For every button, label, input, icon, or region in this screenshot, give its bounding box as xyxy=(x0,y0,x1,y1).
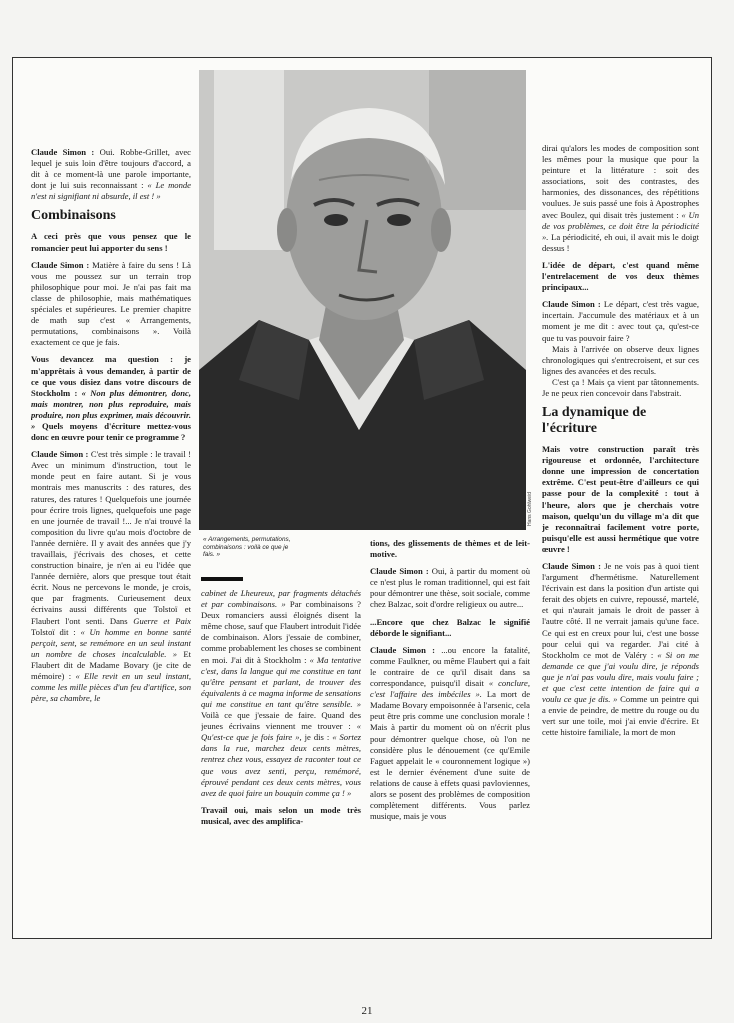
quote-text: « Ma tentative c'est, dans la langue qui me constitue en tant qu'être pensant et parlant, de trouver des équivalents à ce magma informe de sensations qui me constitue en tant qu'être sensible. » xyxy=(201,654,361,709)
speaker-label: Claude Simon : xyxy=(31,449,89,460)
question-paragraph xyxy=(31,231,191,253)
quote-text: « Qu'est-ce que je fois faire » xyxy=(201,721,361,743)
section-heading-combinaisons: Combinaisons xyxy=(31,208,116,224)
answer-paragraph xyxy=(31,449,191,704)
column-4 xyxy=(542,143,699,932)
question-text: Travail oui, mais selon un mode très musical, avec des amplifica- xyxy=(201,804,361,826)
answer-text: Oui. Robbe-Grillet, avec lequel je suis loin d'être toujours d'accord, a dit à ce moment-là une parole importante, dont je lui suis reconnaissant : xyxy=(31,147,191,191)
speaker-label: Claude Simon : xyxy=(542,299,601,310)
speaker-label: Claude Simon : xyxy=(370,566,429,577)
work-title: Guerre et Paix xyxy=(133,615,191,626)
answer-paragraph xyxy=(542,561,699,739)
quote-text: « Sortez dans la rue, marchez deux cents mètres, rentrez chez vous, essayez de raconter tout ce que vous avez senti, perçu, remémoré, éprouvé pendant ces deux cents mètres, vous avez de quoi faire un bouquin comme ça ! » xyxy=(201,732,361,798)
answer-text: Par combinaisons ? Deux romanciers aussi éloignés disent la même chose, sauf que Flaubert introduit l'idée de combinaison. Alors j'essaie de combiner, comme probablement les choses se combinent en moi. J'ai dit à Stockholm : xyxy=(201,599,361,665)
answer-text: Je ne vois pas à quoi tient l'argument d'hermétisme. Naturellement l'écrivain est dans la position d'un artiste qui ferait des objets en cuivre, repoussé, martelé, et qui n'aurait jamais le droit de passer à l'autre côté. Il ne verrait jamais qu'une face. Ce qui est en creux pour lui, c'est une bosse pour celui qui va regarder. J'ai cité à Stockholm ce mot de Valéry : xyxy=(542,561,699,660)
question-paragraph xyxy=(201,805,361,827)
question-paragraph xyxy=(370,538,530,560)
portrait-illustration xyxy=(199,70,526,530)
answer-paragraph xyxy=(201,588,361,799)
caption-rule xyxy=(201,577,243,581)
answer-paragraph xyxy=(370,645,530,823)
answer-paragraph: Mais à l'arrivée on observe deux lignes chronologiques qui s'entrecroisent, et sur ces lignes des avancées et des reculs. xyxy=(542,343,699,376)
answer-text: La mort de Madame Bovary empoisonnée à l'arsenic, cela peut être pris comme une conclusion morale ! Mais à partir du moment où on n'écrit plus pour démontrer quelque chose, où l'on ne considère plus le dénouement (ce qu'Emile Faguet appelait le « couronnement logique ») est le dernier événement d'une suite de relations de cause à effets quasi pavloviennes, alors se posent des problèmes de composition complètement différents. Vous parlez musique, mais je vous xyxy=(370,689,530,822)
question-text: ...Encore que chez Balzac le signifié déborde le signifiant... xyxy=(370,616,530,638)
question-text: A ceci près que vous pensez que le romancier peut lui apporter du sens ! xyxy=(31,231,191,253)
quote-text: « Le monde n'est ni signifiant ni absurde, il est ! » xyxy=(31,180,191,202)
column-3 xyxy=(370,538,530,932)
answer-text: ...ou encore la fatalité, comme Faulkner, ou même Flaubert qui a fait le contraire de ce qu'il disait dans sa correspondance, puisqu'il disait xyxy=(370,644,530,689)
quote-text: « Un homme en bonne santé perçoit, sent, se remémore en un seul instant un nombre de choses incalculable. » xyxy=(31,626,191,659)
quote-text: « Un de vos problèmes, ce doit être la périodicité ». xyxy=(542,209,699,242)
answer-text: Matière à faire du sens ! Là vous me poussez sur un terrain trop philosophique pour moi. Je n'ai pas fait ma classe de philosophie, mais mathématiques spéciales et supérieures. Le premier chapitre de math sup c'est « Arrangements, permutations, combinaisons ». Voilà exactement ce que je fais. xyxy=(31,259,191,348)
answer-text: Le départ, c'est très vague, incertain. J'accumule des matériaux et à un moment je me dit : avec tout ça, qu'est-ce que tu vas pouvoir faire ? xyxy=(542,299,699,343)
speaker-label: Claude Simon : xyxy=(31,259,90,270)
question-text: Vous devancez ma question : je m'apprêtais à vous demander, à partir de ce que vous disiez dans votre discours de Stockholm : xyxy=(31,354,191,398)
answer-text: Oui, à partir du moment où ce n'est plus le roman traditionnel, qui est fait pour démontrer une thèse, soit sociale, comme chez Balzac, soit d'ordre religieux ou autre... xyxy=(370,566,530,610)
answer-text: Voilà ce que j'essaie de faire. Quand des jeunes écrivains viennent me trouver : xyxy=(201,710,361,732)
answer-paragraph xyxy=(542,299,699,343)
section-heading-dynamique: La dynamique de l'écriture xyxy=(542,405,647,437)
question-paragraph xyxy=(31,354,191,443)
question-text: Quels moyens d'écriture mettez-vous donc en œuvre pour tenir ce programme ? xyxy=(31,420,191,443)
question-text: L'idée de départ, c'est quand même l'entrelacement de vos deux thèmes principaux... xyxy=(542,259,699,293)
column-1 xyxy=(31,147,191,932)
quote-text: « Non plus démontrer, donc, mais montrer, non plus reproduire, mais produire, non plus exprimer, mais découvrir. » xyxy=(31,387,191,431)
photo-caption: « Arrangements, permutations, combinaisons : voilà ce que je fais. » xyxy=(203,536,291,559)
answer-text: Comme un peintre qui a envie de peindre, de mettre du rouge ou du vert sur une toile, moi j'ai envie d'écrire. Et cette histoire familiale, la mort de mon xyxy=(542,694,699,738)
question-paragraph xyxy=(542,444,699,555)
page-number: 21 xyxy=(361,1005,373,1017)
quote-text: « Si on me demande ce que j'ai voulu dire, je réponds que je n'ai pas voulu dire, mais voulu faire ; et que c'est cette intention de faire qui a voulu ce que je dis. » xyxy=(542,649,699,705)
question-text: tions, des glissements de thèmes et de leit-motive. xyxy=(370,538,530,560)
portrait-photo xyxy=(199,70,526,530)
question-paragraph xyxy=(542,260,699,293)
answer-paragraph xyxy=(31,147,191,202)
quote-text: « Elle revit en un seul instant, comme les mille pièces d'un feu d'artifice, son père, sa chambre, le xyxy=(31,671,191,704)
question-text: Mais votre construction paraît très rigoureuse et ordonnée, l'architecture donne une impression de concertation extrême. C'est peut-être d'ailleurs ce qui passe pour de la complexité : tout à l'heure, alors que je cherchais votre maison, quelqu'un du village m'a dit que je reconnaîtrai facilement votre porte, puisqu'elle est aussi hermétique que votre œuvre ! xyxy=(542,444,699,554)
answer-paragraph xyxy=(542,143,699,254)
answer-text: Tolstoï dit : xyxy=(31,626,81,637)
answer-text: dirai qu'alors les modes de composition sont les mêmes pour la musique que pour la peinture et la littérature : soit des associations, soit des contrastes, des harmonies, des dissonances, des répétitions voulues. Je suis passé une fois à Apostrophes avec Boulez, qui disait très justement : xyxy=(542,143,699,220)
answer-paragraph: C'est ça ! Mais ça vient par tâtonnements. Je ne peux rien concevoir dans l'abstrait. xyxy=(542,376,699,398)
answer-text: , je dis : xyxy=(299,732,333,743)
speaker-label: Claude Simon : xyxy=(370,644,435,655)
answer-text: Et Flaubert dit de Madame Bovary (je cite de mémoire) : xyxy=(31,648,191,682)
answer-text: C'est très simple : le travail ! Avec un minimum d'instruction, tout le monde peut en faire autant. Si je vous montrais mes manuscrits : des ratures, des ratures, des ratures ! Quelquefois une journée pour écrire trois lignes, quelquefois une page en une journée de travail !... Je n'ai trouvé la composition du livre qu'au mois d'octobre de l'année dernière. Il y avait des années que j'y travaillais, j'écrivais des choses, et cette construction binaire, je n'en ai eu l'idée que l'année dernière, alors que presque tout était écrit. Nous ne percevons le monde, je crois, que par fragments. Curieusement deux écrivains aussi différents que Tolstoï et Flaubert l'ont senti. Dans xyxy=(31,449,191,626)
question-paragraph xyxy=(370,617,530,639)
speaker-label: Claude Simon : xyxy=(542,561,601,571)
column-2 xyxy=(201,588,361,932)
photo-credit: Hans Gohlweid xyxy=(527,492,533,526)
answer-paragraph xyxy=(31,260,191,349)
answer-paragraph xyxy=(370,566,530,610)
quote-text: « conclure, c'est l'affaire des imbéciles ». xyxy=(370,678,530,700)
speaker-label: Claude Simon : xyxy=(31,147,95,157)
answer-text: La périodicité, eh oui, il avait mis le doigt dessus ! xyxy=(542,231,699,253)
quote-text: cabinet de Lheureux, par fragments détachés et par combinaisons. » xyxy=(201,588,361,610)
